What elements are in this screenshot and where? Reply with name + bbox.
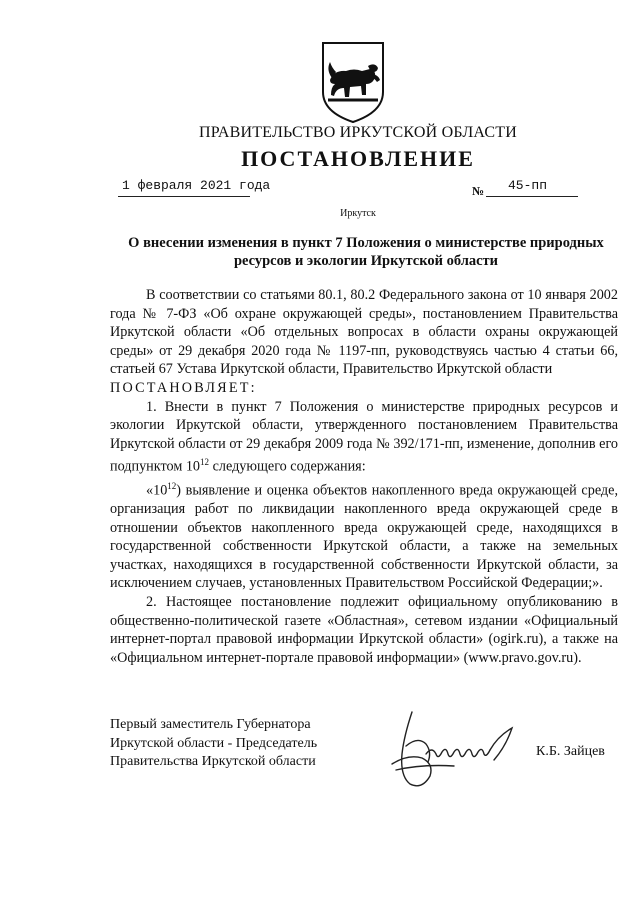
decree-title: О внесении изменения в пункт 7 Положения о министерстве природных ресурсов и экологии Иркутской области (128, 235, 604, 269)
handwritten-signature (382, 706, 532, 796)
item-1-tail: следующего содержания: (209, 459, 366, 476)
item-1-superscript: 12 (200, 457, 210, 468)
preamble-paragraph: В соответствии со статьями 80.1, 80.2 Федерального закона от 10 января 2002 года № 7-ФЗ «Об охране окружающей среды», постановлением Правительства Иркутской области «Об отдельных вопросах в области охраны окружающей среды» от 29 декабря 2020 года № 1197-пп, руководствуясь частью 4 статьи 66, статьей 67 Устава Иркутской области, Правительство Иркутской области (110, 287, 618, 378)
coat-of-arms-emblem (320, 40, 386, 124)
signatory-position (110, 716, 317, 772)
document-type: ПОСТАНОВЛЕНИЕ (241, 146, 475, 171)
quote-superscript: 12 (167, 480, 177, 491)
item-1-text: 1. Внести в пункт 7 Положения о министерстве природных ресурсов и экологии Иркутской области, утвержденного постановлением Правительства Иркутской области от 29 декабря 2009 года № 392/171-пп, изменение, дополнив его подпунктом 10 (110, 398, 618, 476)
decree-body (110, 286, 618, 667)
quote-open: «10 (146, 482, 168, 499)
resolves-heading: ПОСТАНОВЛЯЕТ: (110, 379, 257, 396)
position-line-1: Первый заместитель Губернатора (110, 717, 311, 732)
position-line-3: Правительства Иркутской области (110, 754, 316, 769)
signatory-name: К.Б. Зайцев (536, 744, 605, 759)
government-name: ПРАВИТЕЛЬСТВО ИРКУТСКОЙ ОБЛАСТИ (199, 124, 517, 141)
number-sign: № (472, 184, 485, 198)
number-underline (486, 196, 578, 197)
quote-text: ) выявление и оценка объектов накопленного вреда окружающей среде, организация работ по ликвидации накопленного вреда окружающей среде в отношении объектов накопленного вреда окружающей среде, находящихся в государственной собственности Иркутской области, а также на земельных участках, находящихся в государственной собственности Иркутской области, за исключением случаев, установленных Правительством Российской Федерации;». (110, 482, 618, 592)
item-1-paragraph (110, 398, 618, 477)
decree-number: 45-пп (508, 178, 548, 193)
city-name: Иркутск (340, 208, 376, 219)
position-line-2: Иркутской области - Председатель (110, 735, 318, 751)
decree-date: 1 февраля 2021 года (122, 178, 271, 193)
quoted-subclause (110, 477, 618, 593)
item-2-paragraph: 2. Настоящее постановление подлежит официальному опубликованию в общественно-политической газете «Областная», сетевом издании «Официальный интернет-портал правовой информации Иркутской области» (ogirk.ru), а также на «Официальном интернет-портале правовой информации» (www.pravo.gov.ru). (110, 593, 618, 666)
date-underline (118, 196, 250, 197)
